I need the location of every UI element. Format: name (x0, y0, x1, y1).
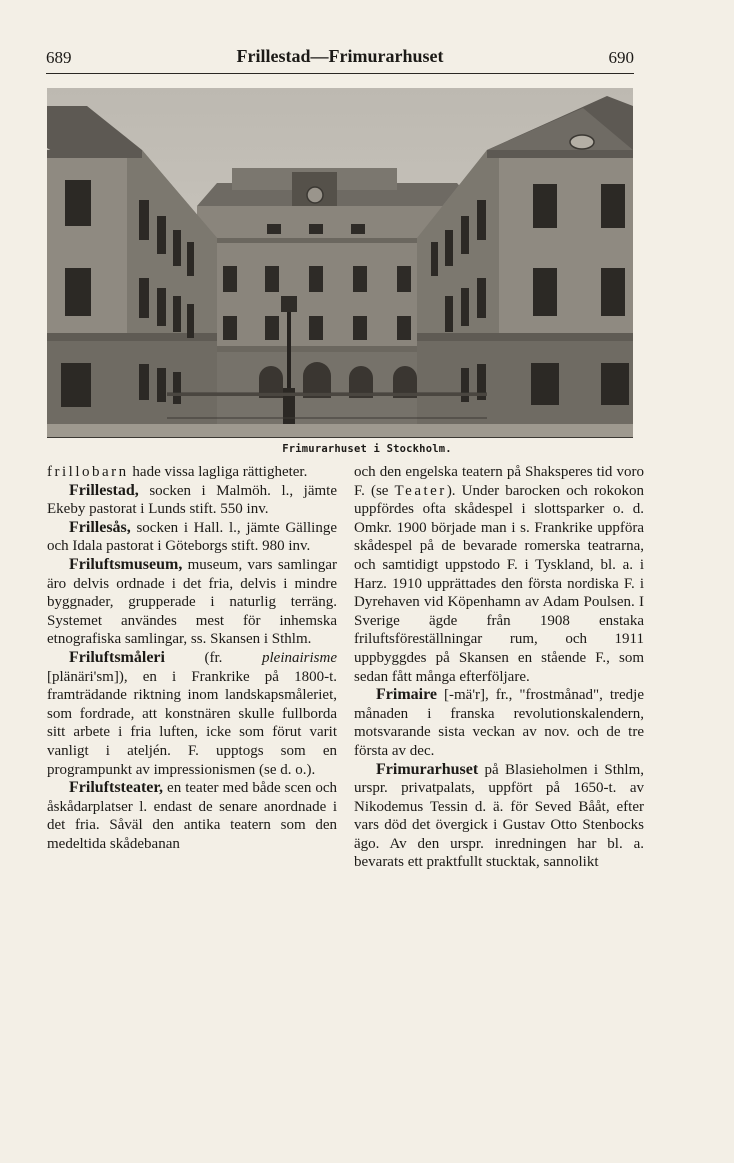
spaced-word: frillobarn (47, 464, 129, 480)
running-header (46, 46, 634, 74)
entry-text: [-mä'r], fr., "frostmånad", tredje månaden i franska revolutionskalendern, motsvarande sista veckan av nov. och de tre första av dec. (354, 687, 644, 759)
headword: Frillesås, (69, 518, 131, 536)
entry-frimaire (354, 686, 644, 760)
spaced-word: Teater (394, 482, 447, 499)
right-column (354, 463, 644, 872)
continued-paragraph (354, 463, 644, 686)
headword: Frimaire (376, 686, 438, 704)
entry-text: (fr. (164, 649, 262, 666)
continued-paragraph (47, 463, 337, 482)
building-photograph (47, 88, 633, 438)
page-number-right: 690 (608, 48, 634, 67)
entry-text: socken i Malmöh. l., jämte Ekeby pastorat i Lunds stift. 550 inv. (47, 482, 337, 518)
entry-friluftsteater (47, 779, 337, 853)
headword: Frimurarhuset (376, 760, 479, 778)
photo-caption: Frimurarhuset i Stockholm. (282, 443, 452, 455)
entry-friluftsmaleri (47, 649, 337, 779)
italic-term: pleinairisme (262, 649, 337, 666)
entry-friluftsmuseum (47, 556, 337, 649)
header-rule (46, 73, 634, 74)
paragraph-text: och den engelska teatern på Shaksperes tid voro F. (se (354, 464, 644, 499)
entry-text: socken i Hall. l., jämte Gällinge och Idala pastorat i Göteborgs stift. 980 inv. (47, 519, 337, 555)
photo-illustration (47, 88, 633, 438)
paragraph-text: hade vissa lagliga rättigheter. (128, 464, 308, 480)
entry-frillestad (47, 482, 337, 519)
entry-text: på Blasieholmen i Sthlm, urspr. privatpalats, uppfört på 1650-t. av Nikodemus Tessin d. ä. för Seved Bååt, efter vars död det övergick i Gustav Otto Stenbocks ägo. Av den urspr. inredningen har bl. a. bevarats ett praktfullt stucktak, sannolikt (354, 761, 644, 871)
entry-text: museum, vars samlingar äro delvis ordnade i det fria, delvis i mindre byggnader, grupperade i naturlig terräng. Systemet användes mest för inhemska etnografiska samlingar, ss. Skansen i Sthlm. (47, 556, 337, 648)
entry-text: en teater med både scen och åskådarplatser l. endast de senare anordnade i det fria. Såväl den antika teatern som den medeltida skådebanan (47, 780, 337, 852)
left-column (47, 463, 337, 853)
headword: Friluftsteater, (69, 779, 164, 797)
entry-frimurarhuset (354, 761, 644, 873)
header-title: Frillestad—Frimurarhuset (236, 46, 444, 66)
headword: Frillestad, (69, 481, 139, 499)
paragraph-text: ). Under barocken och rokokon uppfördes ofta skådespel i slottsparker o. d. Omkr. 1900 började man i s. Frankrike uppföra skådespel på de bevarade romerska teatrarna, och samtidigt uppstodo F. i Tyskland, bl. a. i Harz. 1910 upprättades den första nordiska F. i Dyrehaven vid Köpenhamn av Adam Poulsen. I Sverige ägde från 1908 enstaka friluftsföreställningar rum, och 1911 uppbyggdes på Skansen en stående F., som sedan fått många efterföljare. (354, 482, 644, 685)
entry-text: [plänäri'sm]), en i Frankrike på 1800-t. framträdande riktning inom landskapsmåleriet, som fordrade, att konstnären skulle fullborda sitt arbete i fria luften, icke som förut varit vanligt i ateljén. F. upptogs som en programpunkt av impressionismen (se d. o.). (47, 668, 337, 778)
entry-frillesas (47, 519, 337, 556)
page-number-left: 689 (46, 48, 72, 67)
headword: Friluftsmuseum, (69, 555, 183, 573)
headword: Friluftsmåleri (69, 648, 165, 666)
